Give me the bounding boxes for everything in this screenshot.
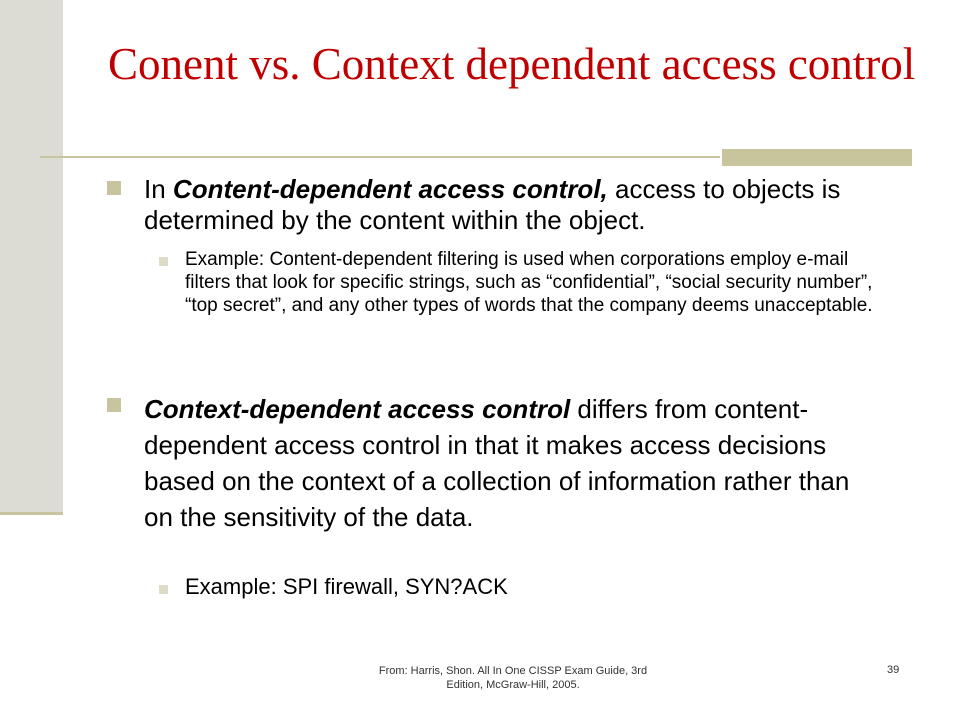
- bullet-marker: [107, 398, 121, 412]
- bullet-suffix: access to objects is determined by the content within the object.: [144, 174, 841, 235]
- sub-bullet-marker: [159, 257, 168, 266]
- page-number: 39: [887, 664, 900, 676]
- slide-footer: From: Harris, Shon. All In One CISSP Exam Guide, 3rd Edition, McGraw-Hill, 2005.: [378, 665, 648, 691]
- bullet-emphasis: Context-dependent access control: [144, 394, 571, 424]
- sub-bullet-text: Example: Content-dependent filtering is used when corporations employ e-mail filters that look for specific strings, such as “confidential”, “social security number”, “top secret”, and any other types of words that the company deems unacceptable.: [185, 249, 873, 316]
- bullet-text: [144, 174, 884, 236]
- sub-bullet-marker: [159, 585, 168, 594]
- bullet-emphasis: Content-dependent access control,: [172, 174, 608, 204]
- slide-title: Conent vs. Context dependent access control: [108, 39, 916, 89]
- bullet-text: [144, 391, 874, 535]
- bullet-prefix: In: [144, 174, 173, 204]
- sub-bullet-text: Example: SPI firewall, SYN?ACK: [185, 574, 508, 599]
- bullet-suffix: differs from content-dependent access control in that it makes access decisions based on the context of a collection of information rather than on the sensitivity of the data.: [144, 394, 850, 532]
- bullet-marker: [107, 181, 121, 195]
